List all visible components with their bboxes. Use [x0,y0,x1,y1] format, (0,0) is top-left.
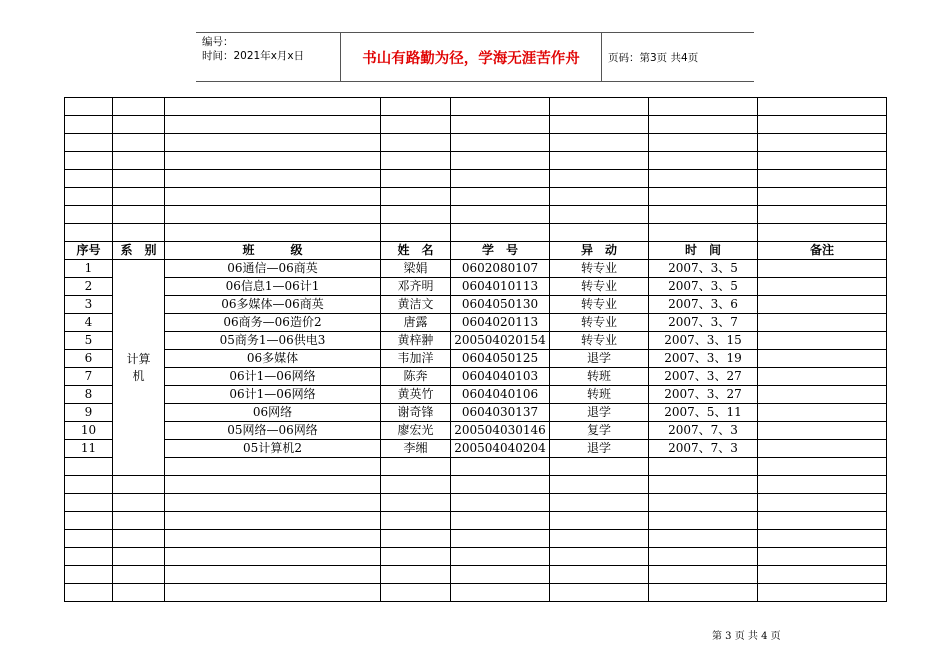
cell-name: 梁娟 [381,260,451,278]
empty-cell [113,224,165,242]
cell-no: 5 [65,332,113,350]
cell-change: 转专业 [550,278,649,296]
empty-cell [165,584,381,602]
empty-cell [758,566,887,584]
cell-class: 05网络—06网络 [165,422,381,440]
cell-note [758,260,887,278]
empty-cell [381,584,451,602]
empty-cell [758,116,887,134]
cell-no: 8 [65,386,113,404]
cell-student-id: 200504020154 [451,332,550,350]
page-footer: 第 3 页 共 4 页 [712,631,781,642]
empty-cell [550,584,649,602]
cell-change: 转专业 [550,296,649,314]
empty-cell [550,224,649,242]
cell-class: 06信息1—06计1 [165,278,381,296]
cell-student-id: 0602080107 [451,260,550,278]
empty-cell [165,458,381,476]
empty-cell [113,116,165,134]
empty-cell [451,458,550,476]
empty-cell [550,152,649,170]
empty-row [65,170,887,188]
empty-cell [381,458,451,476]
empty-cell [451,152,550,170]
empty-cell [451,188,550,206]
empty-cell [165,206,381,224]
document-date: 时间：2021年x月x日 [202,50,305,62]
cell-name: 邓齐明 [381,278,451,296]
empty-cell [550,566,649,584]
empty-cell [758,170,887,188]
cell-change: 退学 [550,440,649,458]
cell-no: 4 [65,314,113,332]
empty-cell [649,116,758,134]
cell-date: 2007、3、7 [649,314,758,332]
empty-cell [113,188,165,206]
empty-cell [381,206,451,224]
cell-name: 唐露 [381,314,451,332]
empty-cell [65,530,113,548]
header-page-number: 页码：第3页 共4页 [608,51,699,64]
empty-cell [550,458,649,476]
empty-cell [65,134,113,152]
cell-no: 7 [65,368,113,386]
cell-change: 转专业 [550,332,649,350]
empty-cell [381,548,451,566]
empty-cell [113,494,165,512]
empty-cell [649,530,758,548]
empty-cell [381,476,451,494]
empty-cell [113,548,165,566]
empty-cell [649,224,758,242]
table-row [65,386,887,404]
cell-date: 2007、3、27 [649,386,758,404]
table-header-row [65,242,887,260]
empty-cell [113,476,165,494]
cell-student-id: 200504030146 [451,422,550,440]
empty-cell [758,476,887,494]
empty-cell [550,116,649,134]
header-change: 异 动 [550,242,649,260]
empty-cell [165,224,381,242]
empty-cell [381,512,451,530]
empty-cell [758,494,887,512]
cell-change: 退学 [550,350,649,368]
cell-class: 06计1—06网络 [165,368,381,386]
empty-cell [550,188,649,206]
empty-cell [550,206,649,224]
cell-date: 2007、7、3 [649,422,758,440]
empty-cell [165,512,381,530]
empty-cell [550,512,649,530]
cell-student-id: 0604030137 [451,404,550,422]
empty-cell [649,206,758,224]
empty-cell [550,548,649,566]
document-number-label: 编号： [202,36,234,48]
cell-note [758,314,887,332]
header-date: 时 间 [649,242,758,260]
empty-row [65,206,887,224]
empty-cell [758,458,887,476]
cell-change: 转班 [550,368,649,386]
empty-cell [165,134,381,152]
empty-cell [381,134,451,152]
cell-no: 6 [65,350,113,368]
cell-date: 2007、3、27 [649,368,758,386]
header-no: 序号 [65,242,113,260]
cell-no: 1 [65,260,113,278]
cell-name: 陈奔 [381,368,451,386]
empty-cell [550,476,649,494]
header-name: 姓 名 [381,242,451,260]
empty-cell [451,548,550,566]
empty-cell [550,494,649,512]
cell-department [113,260,165,476]
empty-cell [65,458,113,476]
table-row [65,278,887,296]
empty-cell [113,566,165,584]
empty-cell [165,188,381,206]
cell-student-id: 0604020113 [451,314,550,332]
empty-cell [165,116,381,134]
cell-no: 11 [65,440,113,458]
empty-cell [65,548,113,566]
cell-student-id: 0604050125 [451,350,550,368]
empty-cell [381,170,451,188]
cell-date: 2007、5、11 [649,404,758,422]
empty-cell [550,98,649,116]
empty-cell [649,458,758,476]
cell-note [758,350,887,368]
empty-cell [649,476,758,494]
empty-cell [381,530,451,548]
empty-cell [113,584,165,602]
empty-cell [381,494,451,512]
empty-cell [65,512,113,530]
empty-cell [65,584,113,602]
empty-cell [550,170,649,188]
table-row [65,422,887,440]
cell-student-id: 0604010113 [451,278,550,296]
empty-row [65,152,887,170]
cell-name: 黄洁文 [381,296,451,314]
empty-cell [649,188,758,206]
empty-row [65,494,887,512]
empty-cell [65,98,113,116]
cell-note [758,404,887,422]
cell-class: 06多媒体 [165,350,381,368]
table-row [65,350,887,368]
header-meta [196,33,342,81]
empty-cell [381,152,451,170]
cell-note [758,332,887,350]
cell-note [758,386,887,404]
empty-cell [381,98,451,116]
empty-row [65,512,887,530]
empty-row [65,134,887,152]
empty-cell [758,530,887,548]
cell-note [758,422,887,440]
cell-class: 06网络 [165,404,381,422]
empty-cell [65,494,113,512]
cell-note [758,296,887,314]
empty-row [65,458,887,476]
department-label: 计算机 [126,351,151,383]
cell-name: 黄梓翀 [381,332,451,350]
empty-cell [65,152,113,170]
empty-cell [649,494,758,512]
table-row [65,296,887,314]
table-row [65,368,887,386]
cell-date: 2007、3、5 [649,260,758,278]
cell-class: 05计算机2 [165,440,381,458]
cell-name: 韦加洋 [381,350,451,368]
empty-cell [65,116,113,134]
empty-cell [65,188,113,206]
empty-row [65,566,887,584]
empty-cell [65,206,113,224]
empty-cell [113,170,165,188]
empty-cell [113,530,165,548]
cell-change: 转专业 [550,314,649,332]
cell-class: 06多媒体—06商英 [165,296,381,314]
cell-note [758,440,887,458]
header-note: 备注 [758,242,887,260]
cell-name: 李缃 [381,440,451,458]
empty-cell [381,188,451,206]
empty-cell [451,530,550,548]
empty-cell [165,170,381,188]
table-body [65,98,887,602]
cell-change: 转专业 [550,260,649,278]
empty-cell [758,134,887,152]
cell-date: 2007、3、19 [649,350,758,368]
empty-cell [758,584,887,602]
cell-name: 廖宏光 [381,422,451,440]
empty-row [65,224,887,242]
empty-row [65,188,887,206]
empty-cell [550,134,649,152]
empty-cell [165,548,381,566]
empty-cell [758,188,887,206]
cell-class: 06商务—06造价2 [165,314,381,332]
empty-cell [113,206,165,224]
empty-cell [65,170,113,188]
empty-cell [113,512,165,530]
table-row [65,440,887,458]
empty-cell [451,98,550,116]
empty-row [65,584,887,602]
empty-cell [65,476,113,494]
cell-student-id: 200504040204 [451,440,550,458]
cell-date: 2007、7、3 [649,440,758,458]
empty-cell [758,224,887,242]
empty-cell [65,566,113,584]
empty-row [65,98,887,116]
page-header [196,32,754,82]
cell-no: 3 [65,296,113,314]
empty-cell [451,512,550,530]
empty-cell [451,566,550,584]
empty-cell [550,530,649,548]
empty-cell [451,170,550,188]
cell-date: 2007、3、15 [649,332,758,350]
empty-row [65,116,887,134]
empty-cell [649,134,758,152]
header-department: 系 别 [113,242,165,260]
empty-cell [165,476,381,494]
empty-cell [165,530,381,548]
table-row [65,314,887,332]
cell-class: 06通信—06商英 [165,260,381,278]
empty-cell [65,224,113,242]
empty-cell [451,134,550,152]
empty-row [65,548,887,566]
empty-cell [165,566,381,584]
cell-no: 2 [65,278,113,296]
cell-no: 9 [65,404,113,422]
empty-cell [165,152,381,170]
empty-cell [649,170,758,188]
empty-cell [451,476,550,494]
empty-cell [165,494,381,512]
header-student-id: 学 号 [451,242,550,260]
empty-cell [758,512,887,530]
empty-cell [381,224,451,242]
cell-change: 复学 [550,422,649,440]
table-row [65,332,887,350]
cell-date: 2007、3、6 [649,296,758,314]
empty-cell [451,494,550,512]
empty-cell [381,116,451,134]
cell-change: 退学 [550,404,649,422]
table-row [65,260,887,278]
cell-class: 06计1—06网络 [165,386,381,404]
empty-cell [758,548,887,566]
header-motto: 书山有路勤为径，学海无涯苦作舟 [340,33,602,81]
cell-name: 谢奇锋 [381,404,451,422]
empty-cell [165,98,381,116]
empty-cell [649,566,758,584]
empty-cell [451,584,550,602]
student-change-table [64,97,887,602]
cell-name: 黄英竹 [381,386,451,404]
empty-cell [758,98,887,116]
empty-cell [113,134,165,152]
empty-cell [649,584,758,602]
cell-no: 10 [65,422,113,440]
cell-change: 转班 [550,386,649,404]
cell-date: 2007、3、5 [649,278,758,296]
empty-cell [451,116,550,134]
cell-note [758,368,887,386]
cell-student-id: 0604040103 [451,368,550,386]
empty-cell [381,566,451,584]
empty-cell [451,206,550,224]
cell-student-id: 0604040106 [451,386,550,404]
empty-cell [758,206,887,224]
cell-note [758,278,887,296]
empty-cell [649,548,758,566]
table-row [65,404,887,422]
empty-cell [649,98,758,116]
empty-row [65,476,887,494]
empty-cell [451,224,550,242]
empty-cell [113,152,165,170]
empty-cell [649,512,758,530]
empty-cell [649,152,758,170]
cell-class: 05商务1—06供电3 [165,332,381,350]
empty-cell [113,98,165,116]
cell-student-id: 0604050130 [451,296,550,314]
empty-cell [758,152,887,170]
empty-row [65,530,887,548]
header-class: 班 级 [165,242,381,260]
